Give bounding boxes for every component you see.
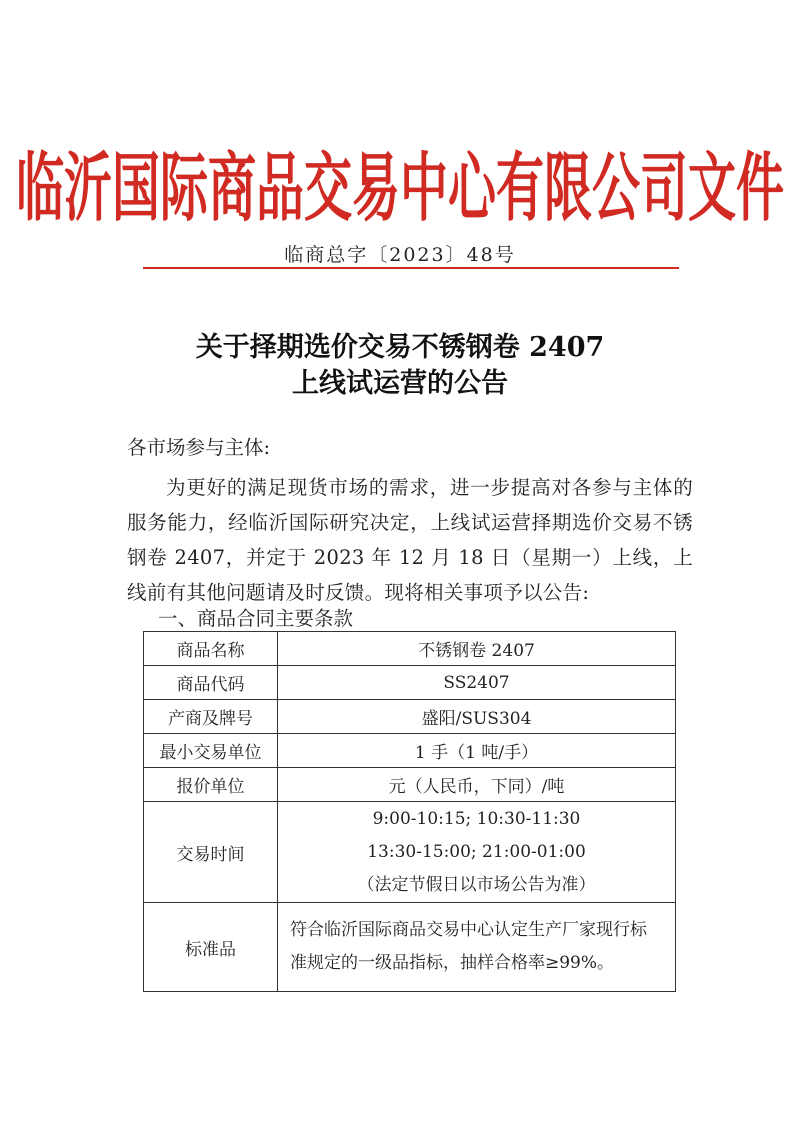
table-key: 交易时间 <box>144 802 278 903</box>
table-row <box>144 802 676 903</box>
title-line-2: 上线试运营的公告 <box>292 368 508 399</box>
table-key: 标准品 <box>144 903 278 992</box>
contract-terms-table <box>143 631 676 992</box>
section-heading: 一、商品合同主要条款 <box>158 607 354 630</box>
title-line-1: 关于择期选价交易不锈钢卷 2407 <box>195 332 605 363</box>
table-key: 报价单位 <box>144 768 278 802</box>
table-value: SS2407 <box>278 666 676 700</box>
trading-time-line: （法定节假日以市场公告为准） <box>357 874 596 895</box>
table-row <box>144 768 676 802</box>
table-key: 产商及牌号 <box>144 700 278 734</box>
table-value: 元（人民币，下同）/吨 <box>278 768 676 802</box>
red-divider <box>143 267 679 269</box>
announcement-title <box>0 330 800 402</box>
salutation: 各市场参与主体: <box>127 436 271 459</box>
table-key: 商品名称 <box>144 632 278 666</box>
table-row <box>144 903 676 992</box>
trading-time-line: 9:00-10:15; 10:30-11:30 <box>372 808 581 829</box>
standard-value: 符合临沂国际商品交易中心认定生产厂家现行标准规定的一级品指标，抽样合格率≥99%。 <box>278 903 676 992</box>
table-key: 最小交易单位 <box>144 734 278 768</box>
trading-time-line: 13:30-15:00; 21:00-01:00 <box>367 841 586 862</box>
table-row <box>144 700 676 734</box>
table-value: 盛阳/SUS304 <box>278 700 676 734</box>
table-value: 不锈钢卷 2407 <box>278 632 676 666</box>
table-row <box>144 632 676 666</box>
body-paragraph: 为更好的满足现货市场的需求，进一步提高对各参与主体的服务能力，经临沂国际研究决定，上线试运营择期选价交易不锈钢卷 2407，并定于 2023 年 12 月 18 日（星期一）上线，上线前有其他问题请及时反馈。现将相关事项予以公告: <box>127 476 693 604</box>
table-row <box>144 666 676 700</box>
document-number: 临商总字〔2023〕48号 <box>284 244 516 266</box>
document-masthead: 临沂国际商品交易中心有限公司文件 <box>15 145 784 232</box>
trading-time-value <box>278 802 676 903</box>
table-row <box>144 734 676 768</box>
table-key: 商品代码 <box>144 666 278 700</box>
table-value: 1 手（1 吨/手） <box>278 734 676 768</box>
